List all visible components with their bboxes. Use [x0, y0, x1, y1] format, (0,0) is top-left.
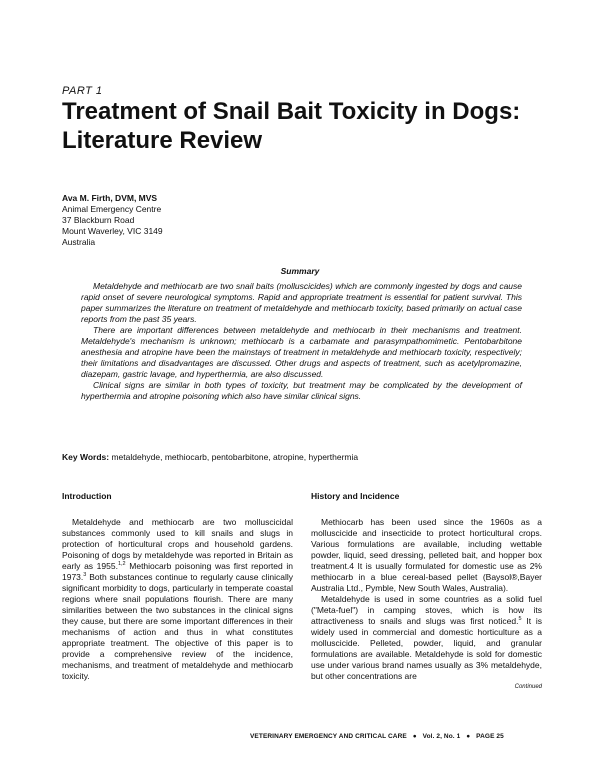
history-column	[311, 491, 542, 693]
summary-body	[81, 281, 522, 402]
history-paragraph: Methiocarb has been used since the 1960s as a molluscicide and insecticide to protect horticultural crops. Various formulations are available, including wettable powder, liquid, seed dressing, pelleted bait, and hopper box treatment.4 It is usually formulated for domestic use as 2% methiocarb in a blue cereal-based pellet (Baysol®,Bayer Australia Ltd., Pymble, New South Wales, Australia).	[311, 517, 542, 593]
introduction-heading: Introduction	[62, 491, 112, 501]
history-paragraph	[311, 594, 542, 682]
bullet-separator: ●	[466, 733, 471, 740]
intro-text-b: Methiocarb poisoning was first reported in 1973.	[62, 561, 293, 582]
author-country: Australia	[62, 237, 96, 247]
author-city: Mount Waverley, VIC 3149	[62, 226, 163, 236]
part-label: PART 1	[62, 85, 103, 97]
author-block	[62, 193, 163, 248]
introduction-column	[62, 491, 293, 682]
summary-paragraph: Clinical signs are similar in both types of toxicity, but treatment may be complicated by the development of hyperthermia and atropine poisoning which also have similar clinical signs.	[81, 380, 522, 401]
history-heading: History and Incidence	[311, 491, 400, 501]
keywords-line	[62, 452, 542, 462]
summary-heading: Summary	[280, 266, 320, 276]
footer-page: PAGE 25	[476, 733, 504, 740]
author-name: Ava M. Firth, DVM, MVS	[62, 193, 158, 203]
intro-text-c: Both substances continue to regularly cause clinically significant morbidity to dogs, particularly in temperate coastal regions where snail populations flourish. There are many similarities between the two substances in the clinical signs they cause, but there are some important differences in their mechanisms of action and thus in what constitutes appropriate treatment. The objective of this paper is to provide a comprehensive review of the incidence, mechanisms, and treatment of metaldehyde and methiocarb toxicity.	[62, 572, 293, 681]
summary-paragraph: Metaldehyde and methiocarb are two snail baits (molluscicides) which are commonly ingested by dogs and cause rapid onset of severe neurological symptoms. Rapid and appropriate treatment is essential for patient survival. This paper summarizes the literature on treatment of metaldehyde and methiocarb toxicity, based primarily on actual case reports from the past 35 years.	[81, 281, 522, 324]
citation-superscript: 3	[83, 572, 87, 579]
title-line-1: Treatment of Snail Bait Toxicity in Dogs:	[62, 98, 521, 125]
author-street: 37 Blackburn Road	[62, 215, 135, 225]
page-footer	[250, 733, 504, 740]
footer-journal: VETERINARY EMERGENCY AND CRITICAL CARE	[250, 733, 407, 740]
title-line-2: Literature Review	[62, 127, 263, 154]
intro-text-a: Metaldehyde and methiocarb are two molluscicidal substances commonly used to kill snails and slugs in protection of horticultural crops and household gardens. Poisoning of dogs by metaldehyde was reported in Britain as early as 1955.	[62, 517, 293, 571]
keywords-label: Key Words:	[62, 452, 110, 462]
citation-superscript: 1,2	[117, 561, 126, 568]
keywords-text: metaldehyde, methiocarb, pentobarbitone, atropine, hyperthermia	[111, 452, 359, 462]
footer-volume: Vol. 2, No. 1	[422, 733, 461, 740]
bullet-separator: ●	[412, 733, 417, 740]
history-text-b: It is widely used in commercial and domestic horticulture as a molluscicide. Pelleted, powder, liquid, and granular formulations are available. Metaldehyde is sold for domestic use under various brand names usually as 3% metaldehyde, but other concentrations are	[311, 616, 542, 681]
citation-superscript: 5	[518, 616, 522, 623]
introduction-paragraph	[62, 517, 293, 682]
author-affiliation: Animal Emergency Centre	[62, 204, 162, 214]
history-text-a: Metaldehyde is used in some countries as a solid fuel ("Meta-fuel") in camping stoves, which is how its attractiveness to snails and slugs was first noticed.	[311, 594, 542, 626]
continued-note: Continued	[514, 684, 542, 690]
article-title	[62, 97, 562, 155]
summary-paragraph: There are important differences between metaldehyde and methiocarb in their mechanisms and treatment. Metaldehyde's mechanism is unknown; methiocarb is a carbamate and parasympathomimetic. Pentobarbitone anesthesia and atropine have been the mainstays of treatment in metaldehyde and methiocarb toxicity, respectively; their limitations and disadvantages are discussed. Other drugs and aspects of treatment, such as acetylpromazine, diazepam, gastric lavage, and hyperthermia, are also discussed.	[81, 325, 522, 379]
